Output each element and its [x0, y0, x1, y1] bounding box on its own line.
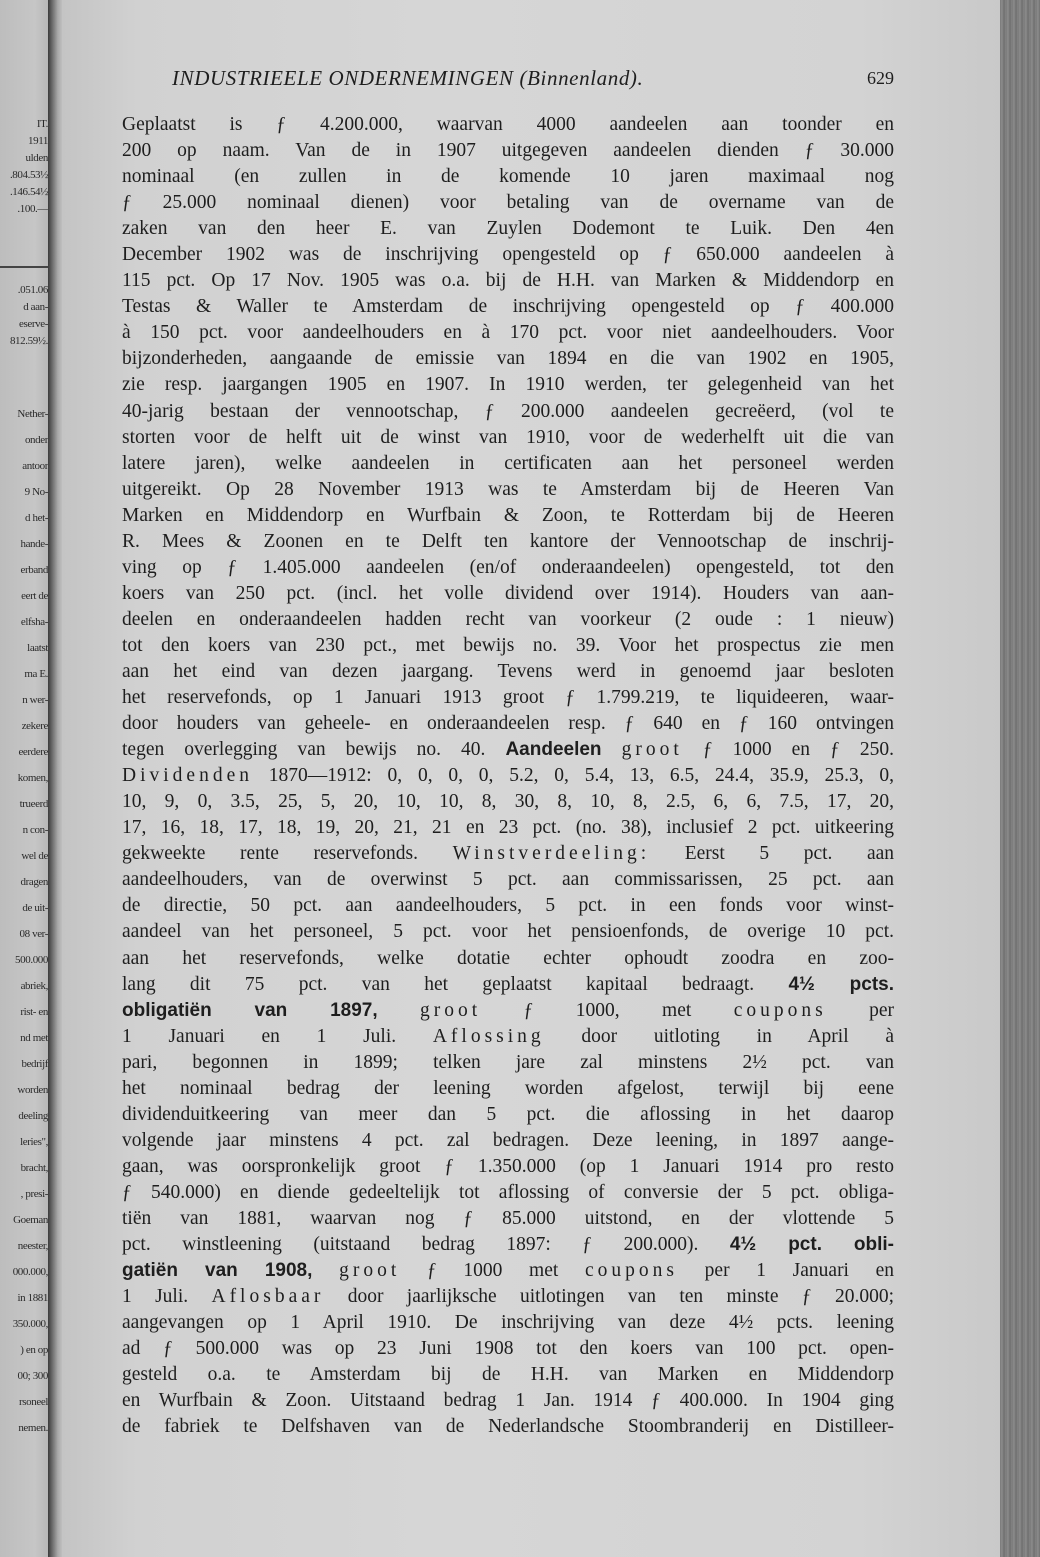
body-text — [122, 112, 894, 1440]
text-run: per 1 Januari en — [704, 1260, 894, 1282]
spaced-text: Aflosbaar — [211, 1286, 325, 1308]
margin-fragment: neester, — [17, 1240, 48, 1252]
margin-fragment: ulden — [25, 152, 48, 164]
margin-fragment: nd met — [20, 1032, 48, 1044]
text-line: volgende jaar minstens 4 pct. zal bedragen. Deze leening, in 1897 aange- — [122, 1129, 894, 1151]
text-line: Geplaatst is ƒ 4.200.000, waarvan 4000 aandeelen aan toonder en — [122, 114, 894, 135]
text-line: 200 op naam. Van de in 1907 uitgegeven aandeelen dienden ƒ 30.000 — [122, 140, 894, 162]
margin-fragment: 00; 300 — [17, 1370, 48, 1382]
text-line — [122, 1284, 894, 1310]
text-run: 1 Januari en 1 Juli. — [122, 1025, 397, 1047]
margin-fragment: Nether- — [17, 408, 48, 420]
text-line: de directie, 50 pct. aan aandeelhouders, 5 pct. in een fonds voor winst- — [122, 895, 894, 917]
margin-fragment: 9 No- — [24, 486, 48, 498]
text-line: Marken en Middendorp en Wurfbain & Zoon, te Rotterdam bij de Heeren — [122, 504, 894, 526]
spaced-text: Dividenden — [122, 765, 253, 787]
text-line: aandeelhouders, van de overwinst 5 pct. aan commissarissen, 25 pct. aan — [122, 869, 894, 891]
margin-fragment: dragen — [20, 876, 48, 888]
margin-fragment: abriek, — [20, 980, 48, 992]
margin-fragment: d aan- — [23, 301, 48, 313]
text-run: ƒ 1000 met — [426, 1260, 559, 1282]
section-heading-obligaties-1897-cont: obligatiën van 1897, — [122, 999, 378, 1021]
margin-fragment: ma E. — [24, 668, 48, 680]
margin-fragment: de uit- — [22, 902, 48, 914]
margin-fragment: rsoneel — [19, 1396, 48, 1408]
text-line: dividenduitkeering van meer dan 5 pct. die aflossing in het daarop — [122, 1103, 894, 1125]
text-line: zaken van den heer E. van Zuylen Dodemont te Luik. Den 4en — [122, 218, 894, 240]
text-line: aan het eind van dezen jaargang. Tevens werd in genoemd jaar besloten — [122, 660, 894, 682]
text-line: à 150 pct. voor aandeelhouders en à 170 pct. voor niet aandeelhouders. Voor — [122, 322, 894, 344]
margin-fragment: eerdere — [18, 746, 48, 758]
text-line: 115 pct. Op 17 Nov. 1905 was o.a. bij de H.H. van Marken & Middendorp en — [122, 270, 894, 292]
text-line: ad ƒ 500.000 was op 23 Juni 1908 tot den koers van 100 pct. open- — [122, 1338, 894, 1360]
margin-fragment: , presi- — [20, 1188, 48, 1200]
margin-rule — [0, 266, 48, 268]
margin-fragment: rist- en — [20, 1006, 48, 1018]
page-number: 629 — [867, 68, 894, 88]
text-line: storten voor de helft uit de winst van 1910, voor de wederhelft uit die van — [122, 426, 894, 448]
text-line: pari, begonnen in 1899; telken jare zal minstens 2½ pct. van — [122, 1051, 894, 1073]
margin-fragment: 500.000 — [15, 954, 48, 966]
spaced-text: coupons — [584, 1260, 678, 1282]
margin-fragment: eert de — [21, 590, 48, 602]
margin-fragment: komen, — [17, 772, 48, 784]
text-line: gaan, was oorspronkelijk groot ƒ 1.350.000 (op 1 Januari 1914 pro resto — [122, 1155, 894, 1177]
margin-fragment: bedrijf — [21, 1058, 48, 1070]
margin-fragment: d het- — [25, 512, 48, 524]
text-run: per — [869, 999, 894, 1021]
margin-fragment: in 1881 — [17, 1292, 48, 1304]
text-run: ƒ 1000 en ƒ 250. — [702, 739, 894, 761]
text-run: lang dit 75 pct. van het geplaatst kapitaal bedraagt. — [122, 973, 755, 995]
text-run: pct. winstleening (uitstaand bedrag 1897: ƒ 200.000). — [122, 1234, 699, 1256]
section-heading-obligaties-1908-cont: gatiën van 1908, — [122, 1260, 313, 1282]
margin-fragment: eserve- — [19, 318, 48, 330]
text-line-dividenden — [122, 763, 894, 789]
text-run: ƒ 1000, met — [523, 999, 692, 1021]
text-line: tiën van 1881, waarvan nog ƒ 85.000 uitstond, en der vlottende 5 — [122, 1207, 894, 1229]
book-gutter — [48, 0, 62, 1557]
margin-fragment: hande- — [20, 538, 48, 550]
text-line: ving op ƒ 1.405.000 aandeelen (en/of onderaandeelen) opengesteld, tot den — [122, 556, 894, 578]
spaced-text: groot — [621, 739, 683, 761]
text-line — [122, 972, 894, 998]
running-head-title: INDUSTRIEELE ONDERNEMINGEN (Binnenland). — [172, 66, 644, 90]
text-line: gesteld o.a. te Amsterdam bij de H.H. van Marken en Middendorp — [122, 1364, 894, 1386]
text-line: het nominaal bedrag der leening worden afgelost, terwijl bij eene — [122, 1077, 894, 1099]
text-line: 17, 16, 18, 17, 18, 19, 20, 21, 21 en 23 pct. (no. 38), inclusief 2 pct. uitkeering — [122, 817, 894, 839]
spaced-text: groot — [339, 1260, 401, 1282]
margin-fragment: deeling — [18, 1110, 48, 1122]
text-run: gekweekte rente reservefonds. — [122, 843, 419, 865]
margin-fragment: 000.000, — [12, 1266, 48, 1278]
margin-fragment: ) en op — [20, 1344, 48, 1356]
previous-page-margin — [0, 0, 50, 1557]
margin-fragment: leries", — [20, 1136, 48, 1148]
margin-fragment: 812.59½. — [9, 335, 48, 347]
margin-fragment: antoor — [22, 460, 48, 472]
spaced-text: coupons — [733, 999, 827, 1021]
margin-fragment: elfsha- — [20, 616, 48, 628]
spaced-text: Winstverdeeling: — [452, 843, 651, 865]
margin-fragment: 1911 — [28, 135, 48, 147]
text-line: de fabriek te Delfshaven van de Nederlandsche Stoombranderij en Distilleer- — [122, 1416, 894, 1438]
text-line: tot den koers van 230 pct., met bewijs no. 39. Voor het prospectus zie men — [122, 634, 894, 656]
text-line: 10, 9, 0, 3.5, 25, 5, 20, 10, 10, 8, 30, 8, 10, 8, 2.5, 6, 6, 7.5, 17, 20, — [122, 791, 894, 813]
margin-fragment: .804.53½ — [9, 169, 48, 181]
text-run: tegen overlegging van bewijs no. 40. — [122, 739, 486, 761]
margin-fragment: worden — [17, 1084, 48, 1096]
margin-fragment: zekere — [21, 720, 48, 732]
margin-fragment: onder — [24, 434, 48, 446]
text-line: bijzonderheden, aangaande de emissie van 1894 en die van 1902 en 1905, — [122, 348, 894, 370]
margin-fragment: IT. — [36, 118, 48, 130]
running-head — [172, 66, 894, 96]
text-line — [122, 1232, 894, 1258]
text-line: Testas & Waller te Amsterdam de inschrijving opengesteld op ƒ 400.000 — [122, 296, 894, 318]
text-line: en Wurfbain & Zoon. Uitstaand bedrag 1 Jan. 1914 ƒ 400.000. In 1904 ging — [122, 1390, 894, 1412]
text-run: door uitloting in April à — [581, 1025, 894, 1047]
text-line — [122, 1024, 894, 1050]
text-line: latere jaren), welke aandeelen in certificaten aan het personeel werden — [122, 452, 894, 474]
margin-fragment: erband — [20, 564, 48, 576]
margin-fragment: .051.06 — [17, 284, 48, 296]
text-run: Eerst 5 pct. aan — [684, 843, 894, 865]
text-line: deelen en onderaandeelen hadden recht van voorkeur (2 oude : 1 nieuw) — [122, 608, 894, 630]
margin-fragment: n wer- — [22, 694, 48, 706]
margin-fragment: trueerd — [19, 798, 48, 810]
text-run: 1870—1912: 0, 0, 0, 0, 5.2, 0, 5.4, 13, 6.5, 24.4, 35.9, 25.3, 0, — [268, 765, 894, 787]
text-line: het reservefonds, op 1 Januari 1913 groot ƒ 1.799.219, te liquideeren, waar- — [122, 687, 894, 709]
margin-fragment: 350.000, — [12, 1318, 48, 1330]
text-run: door jaarlijksche uitlotingen van ten minste ƒ 20.000; — [347, 1286, 894, 1308]
margin-fragment: .146.54½ — [9, 186, 48, 198]
margin-fragment: nemen. — [18, 1422, 48, 1434]
section-heading-obligaties-1897: 4½ pcts. — [788, 973, 894, 995]
margin-fragment: Goeman — [13, 1214, 48, 1226]
spaced-text: groot — [420, 999, 482, 1021]
margin-fragment: bracht, — [20, 1162, 48, 1174]
text-line-aandeelen — [122, 737, 894, 763]
text-line: nominaal (en zullen in de komende 10 jaren maximaal nog — [122, 166, 894, 188]
text-run: 1 Juli. — [122, 1286, 189, 1308]
text-line: ƒ 540.000) en diende gedeeltelijk tot aflossing of conversie der 5 pct. obliga- — [122, 1181, 894, 1203]
text-line: zie resp. jaargangen 1905 en 1907. In 1910 werden, ter gelegenheid van het — [122, 374, 894, 396]
text-line: koers van 250 pct. (incl. het volle dividend over 1914). Houders van aan- — [122, 582, 894, 604]
page-edge-stack — [1000, 0, 1040, 1557]
margin-fragment: 08 ver- — [19, 928, 48, 940]
text-line: 40-jarig bestaan der vennootschap, ƒ 200.000 aandeelen gecreëerd, (vol te — [122, 400, 894, 422]
section-heading-aandeelen: Aandeelen — [505, 739, 602, 761]
text-line: aandeel van het personeel, 5 pct. voor het pensioenfonds, de overige 10 pct. — [122, 921, 894, 943]
text-line: door houders van geheele- en onderaandeelen resp. ƒ 640 en ƒ 160 ontvingen — [122, 713, 894, 735]
text-line-winstverdeeling — [122, 841, 894, 867]
text-line — [122, 1258, 894, 1284]
text-line: R. Mees & Zoonen en te Delft ten kantore der Vennootschap de inschrij- — [122, 530, 894, 552]
text-line: December 1902 was de inschrijving opengesteld op ƒ 650.000 aandeelen à — [122, 244, 894, 266]
margin-fragment: .100.— — [17, 203, 48, 215]
spaced-text: Aflossing — [432, 1025, 545, 1047]
text-line: aan het reservefonds, welke dotatie echter ophoudt zoodra en zoo- — [122, 947, 894, 969]
text-line — [122, 998, 894, 1024]
section-heading-obligaties-1908: 4½ pct. obli- — [729, 1234, 894, 1256]
text-line: uitgereikt. Op 28 November 1913 was te Amsterdam bij de Heeren Van — [122, 478, 894, 500]
margin-fragment: wel de — [21, 850, 48, 862]
margin-fragment: n con- — [22, 824, 48, 836]
text-line: aangevangen op 1 April 1910. De inschrijving van deze 4½ pcts. leening — [122, 1312, 894, 1334]
margin-fragment: laatst — [27, 642, 48, 654]
text-line: ƒ 25.000 nominaal dienen) voor betaling van de overname van de — [122, 192, 894, 214]
